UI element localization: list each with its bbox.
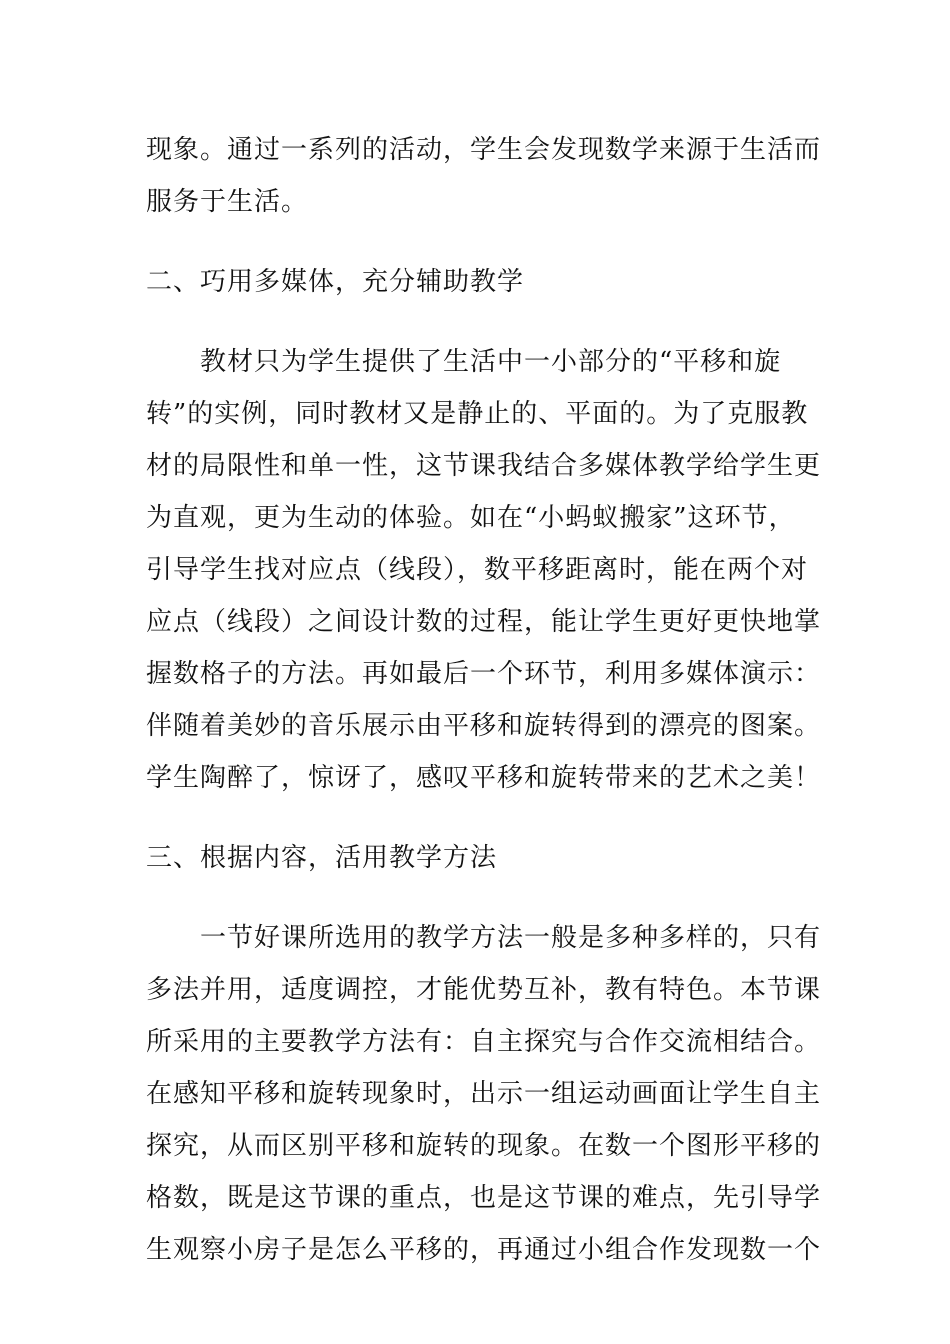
text-line: 学生陶醉了，惊讶了，感叹平移和旋转带来的艺术之美！ xyxy=(146,763,822,793)
text-line: 伴随着美妙的音乐展示由平移和旋转得到的漂亮的图案。 xyxy=(146,711,822,741)
text-line: 生观察小房子是怎么平移的，再通过小组合作发现数一个 xyxy=(146,1235,822,1265)
text-line: 所采用的主要教学方法有：自主探究与合作交流相结合。 xyxy=(146,1027,822,1057)
text-line: 多法并用，适度调控，才能优势互补，教有特色。本节课 xyxy=(146,975,822,1005)
text-line: 材的局限性和单一性，这节课我结合多媒体教学给学生更 xyxy=(146,451,822,481)
section-heading-3: 三、根据内容，活用教学方法 xyxy=(146,843,498,873)
text-line: 在感知平移和旋转现象时，出示一组运动画面让学生自主 xyxy=(146,1079,822,1109)
text-line: 现象。通过一系列的活动，学生会发现数学来源于生活而 xyxy=(146,135,822,165)
text-line: 应点（线段）之间设计数的过程，能让学生更好更快地掌 xyxy=(146,607,822,637)
text-line: 教材只为学生提供了生活中一小部分的“平移和旋 xyxy=(200,347,782,377)
document-page xyxy=(146,124,822,1276)
paragraph-1 xyxy=(146,124,822,228)
text-line: 探究，从而区别平移和旋转的现象。在数一个图形平移的 xyxy=(146,1131,822,1161)
text-line: 握数格子的方法。再如最后一个环节，利用多媒体演示： xyxy=(146,659,822,689)
text-line: 一节好课所选用的教学方法一般是多种多样的，只有 xyxy=(200,923,822,953)
paragraph-3 xyxy=(146,912,822,1276)
text-line: 为直观，更为生动的体验。如在“小蚂蚁搬家”这环节， xyxy=(146,503,796,533)
text-line: 服务于生活。 xyxy=(146,187,309,217)
text-line: 格数，既是这节课的重点，也是这节课的难点，先引导学 xyxy=(146,1183,822,1213)
text-line: 转”的实例，同时教材又是静止的、平面的。为了克服教 xyxy=(146,399,809,429)
section-heading-2: 二、巧用多媒体，充分辅助教学 xyxy=(146,267,525,297)
text-line: 引导学生找对应点（线段），数平移距离时，能在两个对 xyxy=(146,555,809,585)
paragraph-2 xyxy=(146,336,822,804)
